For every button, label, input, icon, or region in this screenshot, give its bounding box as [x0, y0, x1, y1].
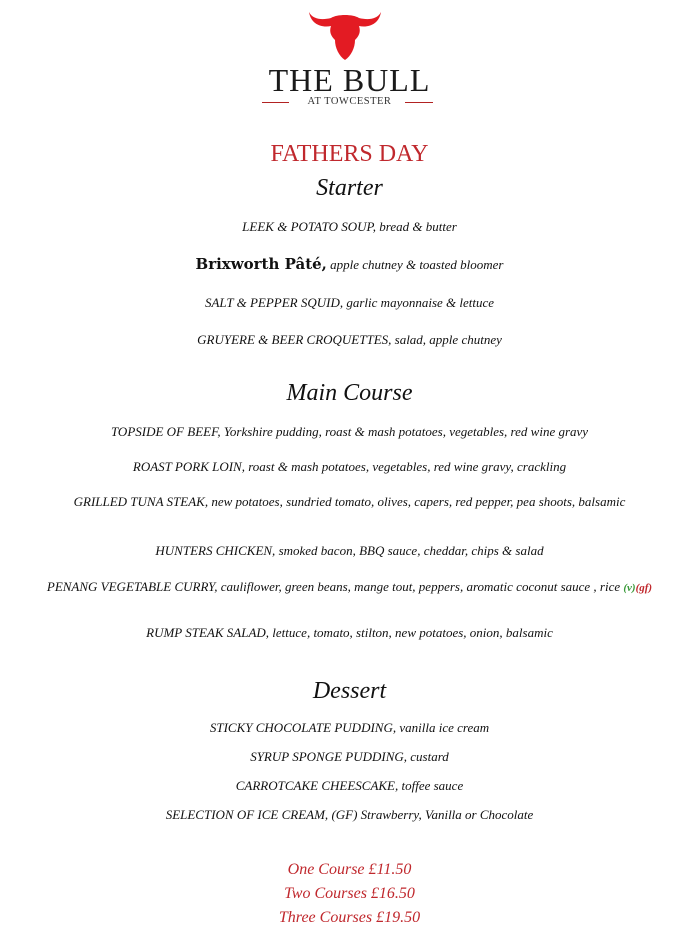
item-description: apple chutney & toasted bloomer	[326, 257, 504, 272]
menu-item	[40, 332, 659, 348]
menu-item	[50, 494, 649, 510]
item-name: ROAST PORK LOIN,	[132, 459, 245, 474]
menu-item	[40, 778, 659, 794]
item-description: lettuce, tomato, stilton, new potatoes, onion, balsamic	[269, 625, 553, 640]
menu-item	[40, 749, 659, 765]
item-name: PENANG VEGETABLE CURRY,	[46, 579, 218, 594]
item-description: bread & butter	[376, 219, 457, 234]
item-description: (GF) Strawberry, Vanilla or Chocolate	[328, 807, 534, 822]
item-name: HUNTERS CHICKEN,	[155, 543, 276, 558]
brand-name: THE BULL	[268, 62, 431, 98]
menu-item	[40, 295, 659, 311]
menu-item	[40, 720, 659, 736]
menu-item	[40, 807, 659, 823]
price-three-courses: Three Courses £19.50	[278, 909, 421, 926]
item-name: SYRUP SPONGE PUDDING,	[250, 749, 408, 764]
menu-item	[45, 579, 654, 596]
item-description: vanilla ice cream	[396, 720, 490, 735]
item-description: roast & mash potatoes, vegetables, red wine gravy, crackling	[244, 459, 567, 474]
menu-item	[40, 219, 659, 235]
vegetarian-badge: (v)	[623, 582, 636, 594]
section-title-main: Main Course	[286, 380, 413, 406]
item-name: CARROTCAKE CHEESCAKE,	[235, 778, 399, 793]
item-description: toffee sauce	[398, 778, 464, 793]
price-two-courses: Two Courses £16.50	[284, 885, 415, 902]
item-description: cauliflower, green beans, mange tout, peppers, aromatic coconut sauce , rice	[217, 579, 621, 594]
item-name: TOPSIDE OF BEEF,	[110, 424, 221, 439]
menu-item	[40, 256, 659, 273]
item-description: custard	[407, 749, 449, 764]
brand-divider-right	[405, 102, 433, 103]
item-description: garlic mayonnaise & lettuce	[343, 295, 495, 310]
gluten-free-badge: (gf)	[635, 582, 653, 594]
item-name: RUMP STEAK SALAD,	[146, 625, 270, 640]
section-title-dessert: Dessert	[312, 678, 387, 704]
occasion-title: FATHERS DAY	[270, 141, 429, 167]
menu-item	[40, 625, 659, 641]
item-name: STICKY CHOCOLATE PUDDING,	[209, 720, 397, 735]
brand-location: AT TOWCESTER	[307, 96, 392, 107]
bull-head-icon	[305, 6, 385, 62]
menu-item	[40, 543, 659, 559]
item-name: SALT & PEPPER SQUID,	[204, 295, 344, 310]
item-description: salad, apple chutney	[391, 332, 502, 347]
item-name: GRILLED TUNA STEAK,	[73, 494, 209, 509]
item-name: GRUYERE & BEER CROQUETTES,	[197, 332, 392, 347]
item-description: smoked bacon, BBQ sauce, cheddar, chips & salad	[275, 543, 544, 558]
menu-item	[40, 459, 659, 475]
price-one-course: One Course £11.50	[287, 861, 412, 878]
menu-item	[40, 424, 659, 440]
item-description: new potatoes, sundried tomato, olives, capers, red pepper, pea shoots, balsamic	[208, 494, 626, 509]
item-name: SELECTION OF ICE CREAM,	[165, 807, 329, 822]
item-name: LEEK & POTATO SOUP,	[242, 219, 377, 234]
section-title-starter: Starter	[316, 175, 383, 201]
item-name: Brixworth Pâté,	[195, 255, 327, 273]
item-description: Yorkshire pudding, roast & mash potatoes, vegetables, red wine gravy	[220, 424, 589, 439]
